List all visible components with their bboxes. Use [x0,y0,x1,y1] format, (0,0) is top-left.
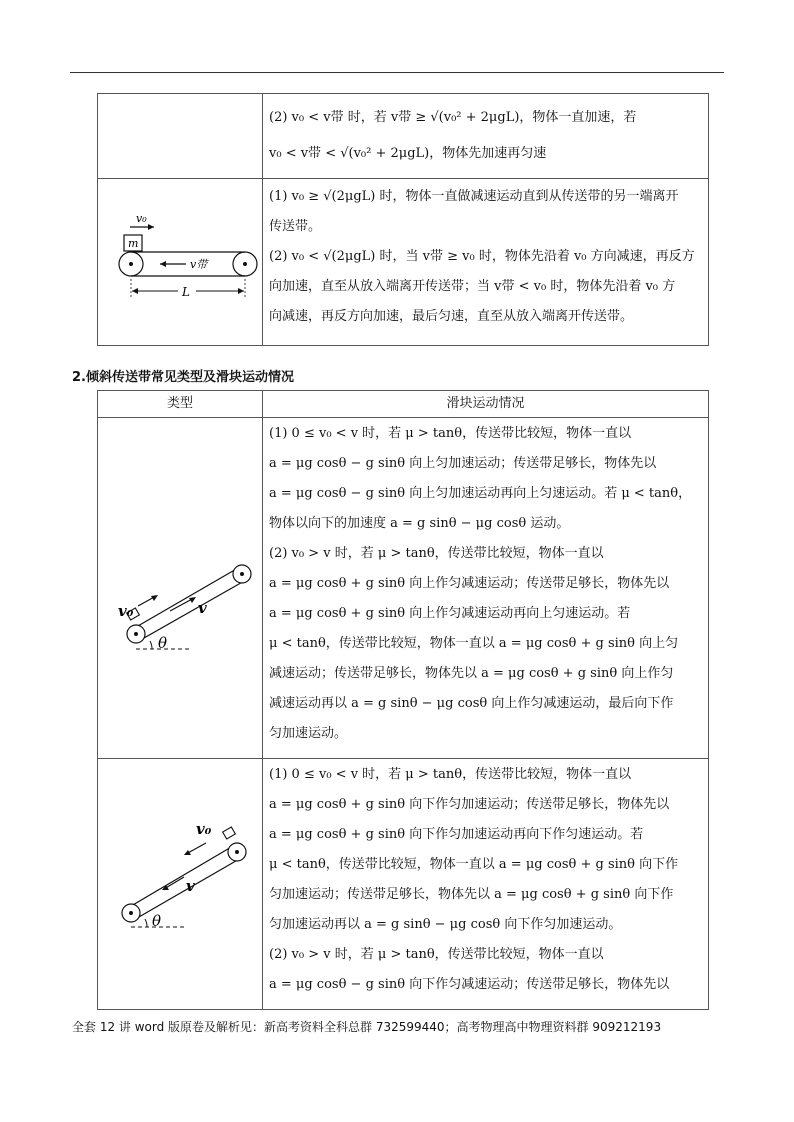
header-motion: 滑块运动情况 [263,391,709,418]
theta-label: θ [158,634,168,652]
theta-label: θ [152,912,162,930]
text-line: (1) 0 ≤ v₀ < v 时，若 μ > tanθ，传送带比较短，物体一直以 [269,426,632,441]
text-line: (1) 0 ≤ v₀ < v 时，若 μ > tanθ，传送带比较短，物体一直以 [269,767,632,782]
figure-cell [98,759,263,1010]
lower-axle [134,632,138,636]
lower-axle [129,911,133,915]
figure-cell-empty [98,94,263,179]
v0-arrowhead [148,224,154,230]
figure-cell [98,179,263,346]
left-axle [129,262,133,266]
text-line: 匀加速运动；传送带足够长，物体先以 a = μg cosθ + g sinθ 向下作 [269,887,674,902]
horizontal-belt-table [97,93,709,346]
table-row [98,759,709,1010]
right-axle [243,262,247,266]
text-line: μ < tanθ，传送带比较短，物体一直以 a = μg cosθ + g sinθ 向下作 [269,857,679,872]
text-line: 物体以向下的加速度 a = g sinθ − μg cosθ 运动。 [269,516,570,531]
figure-cell [98,418,263,759]
text-line: 向减速，再反方向加速，最后匀速，直至从放入端离开传送带。 [269,309,634,324]
inclined-belt-table [97,390,709,1010]
downward-belt-figure [98,759,262,1005]
angle-arc [145,919,147,927]
block [223,827,236,839]
v0-label: v₀ [136,212,147,225]
angle-arc [150,641,152,649]
v-label: v [198,599,207,617]
text-line: μ < tanθ，传送带比较短，物体一直以 a = μg cosθ + g sinθ 向上匀 [269,636,679,651]
text-cell [263,94,709,179]
text-line: v₀ < v带 < √(v₀² + 2μgL)，物体先加速再匀速 [269,146,547,161]
text-line: 匀加速运动。 [269,726,348,741]
text-line: a = μg cosθ − g sinθ 向下作匀减速运动；传送带足够长，物体先以 [269,977,670,992]
text-line: 向加速，直至从放入端离开传送带；当 v带 < v₀ 时，物体先沿着 v₀ 方 [269,279,676,294]
text-line: a = μg cosθ + g sinθ 向上作匀减速运动；传送带足够长，物体先以 [269,576,670,591]
upper-axle [240,572,244,576]
table-row [98,418,709,759]
table-row [98,179,709,346]
table-row [98,94,709,179]
m-label: m [128,237,139,250]
header-type: 类型 [98,391,263,418]
v0-label: v₀ [196,820,212,838]
text-line: a = μg cosθ + g sinθ 向下作匀加速运动；传送带足够长，物体先以 [269,797,670,812]
text-line: (2) v₀ > v 时，若 μ > tanθ，传送带比较短，物体一直以 [269,947,604,962]
v0-label: v₀ [118,602,134,620]
L-label: L [182,285,190,299]
dim-arrowhead-right [238,288,244,294]
text-line: 减速运动；传送带足够长，物体先以 a = μg cosθ + g sinθ 向上作匀 [269,666,674,681]
text-line: a = μg cosθ − g sinθ 向上匀加速运动再向上匀速运动。若 μ < tanθ， [269,486,692,501]
upper-axle [235,850,239,854]
text-cell [263,759,709,1010]
text-line: (1) v₀ ≥ √(2μgL) 时，物体一直做减速运动直到从传送带的另一端离开 [269,189,679,204]
upward-belt-figure [98,418,262,754]
table-header-row [98,391,709,418]
section-title: 2.倾斜传送带常见类型及滑块运动情况 [72,370,294,385]
v-label: v [186,877,195,895]
vbelt-label: v带 [190,258,208,271]
text-line: 传送带。 [269,219,322,234]
belt-bottom [137,580,246,642]
text-line: a = μg cosθ + g sinθ 向上作匀减速运动再向上匀速运动。若 [269,606,631,621]
belt-top [126,846,233,909]
dim-arrowhead-left [132,288,138,294]
text-line: a = μg cosθ + g sinθ 向下作匀加速运动再向下作匀速运动。若 [269,827,644,842]
horizontal-belt-figure [98,179,262,341]
text-line: (2) v₀ < v带 时，若 v带 ≥ √(v₀² + 2μgL)，物体一直加速，若 [269,110,637,125]
text-line: 减速运动再以 a = g sinθ − μg cosθ 向上作匀减速运动，最后向下作 [269,696,674,711]
text-line: (2) v₀ < √(2μgL) 时，当 v带 ≥ v₀ 时，物体先沿着 v₀ 方向减速，再反方 [269,249,695,264]
text-cell [263,418,709,759]
footer-note: 全套 12 讲 word 版原卷及解析见：新高考资料全科总群 732599440；高考物理高中物理资料群 909212193 [72,1020,662,1034]
belt-velocity-arrowhead [160,261,166,267]
header-rule [70,72,724,73]
text-line: (2) v₀ > v 时，若 μ > tanθ，传送带比较短，物体一直以 [269,546,604,561]
text-cell [263,179,709,346]
belt-top [131,568,238,630]
text-line: 匀加速运动再以 a = g sinθ − μg cosθ 向下作匀加速运动。 [269,917,622,932]
text-line: a = μg cosθ − g sinθ 向上匀加速运动；传送带足够长，物体先以 [269,456,657,471]
